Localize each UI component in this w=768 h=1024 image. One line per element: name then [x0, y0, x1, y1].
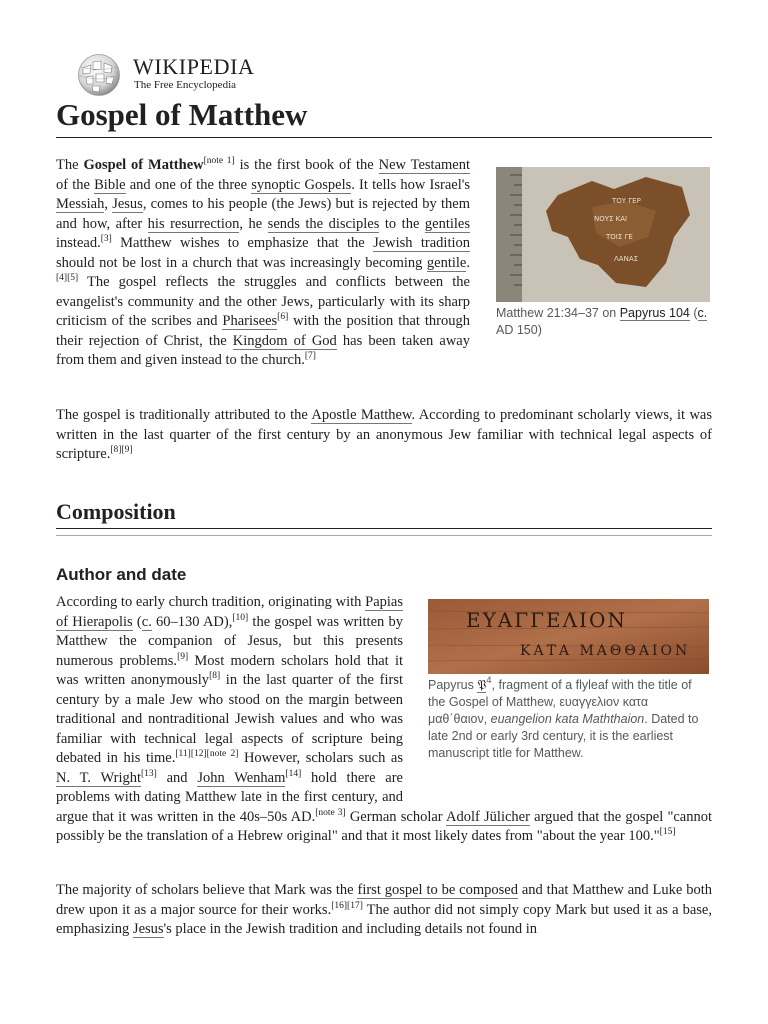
link-first-gospel[interactable]: first gospel to be composed — [357, 882, 518, 898]
text: has been taken away from them and given instead to the church. — [56, 332, 470, 368]
text: , he — [239, 215, 268, 232]
citation-ref[interactable]: [13] — [141, 768, 157, 779]
caption-text: ( — [689, 306, 698, 320]
citation-ref[interactable]: [4][5] — [56, 273, 79, 283]
svg-text:ΚΑΤΑ ΜΑΘΘΑΙΟΝ: ΚΑΤΑ ΜΑΘΘΑΙΟΝ — [520, 643, 691, 659]
subsection-heading-author-date: Author and date — [56, 565, 187, 584]
svg-text:ΝΟΥΣ ΚΑΙ: ΝΟΥΣ ΚΑΙ — [594, 215, 628, 223]
intro-paragraph-2 — [56, 406, 712, 465]
intro-paragraph-2-container — [56, 406, 712, 465]
wikipedia-globe-icon — [74, 53, 124, 97]
heading-rule — [56, 535, 712, 536]
text: is the first book of the — [234, 157, 379, 173]
link-bible[interactable]: Bible — [94, 176, 126, 193]
citation-ref[interactable]: [16][17] — [331, 900, 363, 911]
link-messiah[interactable]: Messiah — [56, 196, 105, 212]
svg-text:ΕΥΑΓΓΕΛΙΟΝ: ΕΥΑΓΓΕΛΙΟΝ — [466, 608, 627, 632]
text: the gospel was written by Matthew the companion of Jesus, but this presents numerous problems. — [56, 613, 403, 669]
text: with the position that through their rejection of Christ, the — [56, 313, 470, 349]
citation-ref[interactable]: [14] — [285, 768, 302, 779]
intro-paragraph-1-container — [56, 156, 470, 371]
text: . — [466, 254, 470, 271]
text: and — [156, 769, 198, 786]
citation-ref[interactable]: [6] — [277, 312, 289, 322]
text: , comes to his people (the Jews) but is rejected by them and how, after — [56, 196, 471, 232]
link-kingdom-of-god[interactable]: Kingdom of God — [232, 332, 337, 349]
composition-paragraph-2-container — [56, 881, 712, 940]
svg-text:ΤΟΙΣ ΓΕ: ΤΟΙΣ ΓΕ — [606, 233, 633, 241]
note-ref[interactable]: [note 1] — [203, 156, 235, 166]
citation-ref[interactable]: [3] — [100, 234, 112, 244]
text: Matthew wishes to emphasize that the — [111, 235, 374, 251]
text: instead. — [56, 235, 101, 251]
link-adolf-julicher[interactable]: Adolf Jülicher — [446, 808, 530, 825]
text: Most modern scholars hold that it was written anonymously — [56, 652, 404, 688]
link-sends-disciples[interactable]: sends the disciples — [267, 215, 380, 232]
link-circa[interactable]: c. — [141, 613, 152, 630]
text: of the — [56, 176, 95, 193]
page-title: Gospel of Matthew — [56, 96, 712, 138]
text: The majority of scholars believe that Mark was the — [56, 882, 358, 898]
text: . According to predominant scholarly views, it was written in the last quarter of the first century by an anonymous Jew familiar with technical legal aspects of scripture. — [56, 407, 712, 462]
link-gentiles[interactable]: gentiles — [424, 215, 470, 232]
note-ref[interactable]: [note 3] — [315, 807, 346, 818]
caption-italic: euangelion kata Maththaion — [490, 712, 645, 726]
wikipedia-logo[interactable] — [74, 53, 274, 97]
text: in the last quarter of the first century by a male Jew who stood on the margin between traditional and nontraditional Jewish values and who was familiar with technical legal aspects of scripture being debated in his time. — [56, 672, 403, 766]
figure-caption — [496, 305, 710, 339]
text: hold there are problems with dating Matthew late in the first century, and argue that it was written in the 40s–50s AD. — [56, 769, 403, 825]
citation-ref[interactable]: [8][9] — [110, 445, 133, 455]
text: ( — [132, 613, 142, 630]
glyph-sup: 4 — [486, 675, 492, 686]
citation-ref[interactable]: [9] — [177, 651, 189, 662]
text: The gospel reflects the struggles and conflicts between the evangelist's community and the other Jews, particularly with its sharp criticism of the scribes and — [56, 274, 470, 329]
text: 's place in the Jewish tradition and including details not found in — [163, 921, 538, 937]
citation-ref[interactable]: [11][12][note 2] — [175, 749, 239, 759]
link-jewish-tradition[interactable]: Jewish tradition — [373, 235, 470, 251]
figure-papyrus-104 — [496, 167, 710, 339]
text: According to early church tradition, originating with — [56, 594, 366, 610]
link-john-wenham[interactable]: John Wenham — [197, 769, 286, 786]
text: However, scholars such as — [238, 750, 403, 766]
text: argued that the gospel "cannot possibly be the translation of a Hebrew original" and that it most likely dates from "about the year 100." — [56, 808, 713, 844]
caption-text: Matthew 21:34–37 on — [496, 306, 620, 320]
text: should not be lost in a church that was increasingly becoming — [56, 254, 427, 271]
text: and that Matthew and Luke both drew upon it as a major source for their works. — [56, 882, 712, 918]
link-circa[interactable]: c. — [697, 306, 708, 320]
citation-ref[interactable]: [10] — [232, 612, 249, 623]
text: to the — [379, 215, 425, 232]
composition-paragraph-2 — [56, 881, 712, 940]
link-gentile[interactable]: gentile — [426, 254, 467, 271]
text: German scholar — [345, 808, 447, 825]
text: , — [104, 196, 113, 212]
caption-text: , fragment of a flyleaf with the title of the Gospel of Matthew, ευαγγελιον κατα μαθ΄θαιον, — [428, 678, 692, 726]
link-papyrus-104[interactable]: Papyrus 104 — [619, 306, 690, 320]
caption-text: . Dated to late 2nd or early 3rd century, it is the earliest manuscript title for Matthew. — [428, 712, 699, 760]
text: The author did not simply copy Mark but used it as a base, emphasizing — [56, 901, 712, 937]
text: The gospel is traditionally attributed to the — [56, 407, 312, 423]
link-new-testament[interactable]: New Testament — [378, 157, 470, 173]
link-jesus[interactable]: Jesus — [112, 196, 143, 212]
papyrus-104-image[interactable] — [496, 167, 710, 302]
caption-text: Papyrus — [428, 678, 478, 692]
subject-bold: Gospel of Matthew — [83, 157, 204, 173]
link-jesus[interactable]: Jesus — [132, 921, 164, 937]
citation-ref[interactable]: [8] — [209, 671, 221, 681]
link-resurrection[interactable]: his resurrection — [147, 215, 240, 232]
svg-text:ΛΑΝΑΣ: ΛΑΝΑΣ — [614, 255, 639, 263]
intro-paragraph-1 — [56, 156, 470, 371]
wordmark: WIKIPEDIA — [133, 54, 255, 79]
citation-ref[interactable]: [15] — [659, 827, 676, 837]
svg-text:ΤΟΥ ΓΕΡ: ΤΟΥ ΓΕΡ — [612, 197, 641, 205]
text: and one of the three — [125, 176, 252, 193]
text: . It tells how Israel's — [351, 176, 470, 193]
caption-text: AD 150) — [496, 323, 542, 337]
link-synoptic-gospels[interactable]: synoptic Gospels — [251, 176, 352, 193]
link-pharisees[interactable]: Pharisees — [222, 313, 278, 329]
link-nt-wright[interactable]: N. T. Wright — [56, 769, 142, 786]
text: 60–130 AD), — [151, 613, 233, 630]
section-heading-composition: Composition — [56, 498, 712, 529]
link-apostle-matthew[interactable]: Apostle Matthew — [311, 407, 412, 423]
composition-paragraph-1-container — [56, 593, 712, 847]
citation-ref[interactable]: [7] — [304, 351, 316, 361]
link-papyrus-glyph[interactable]: 𝔓 — [477, 678, 487, 692]
float-spacer — [403, 593, 712, 789]
link-papias[interactable]: Papias of Hierapolis — [56, 594, 403, 630]
tagline: The Free Encyclopedia — [134, 79, 237, 91]
text: The — [56, 157, 84, 173]
